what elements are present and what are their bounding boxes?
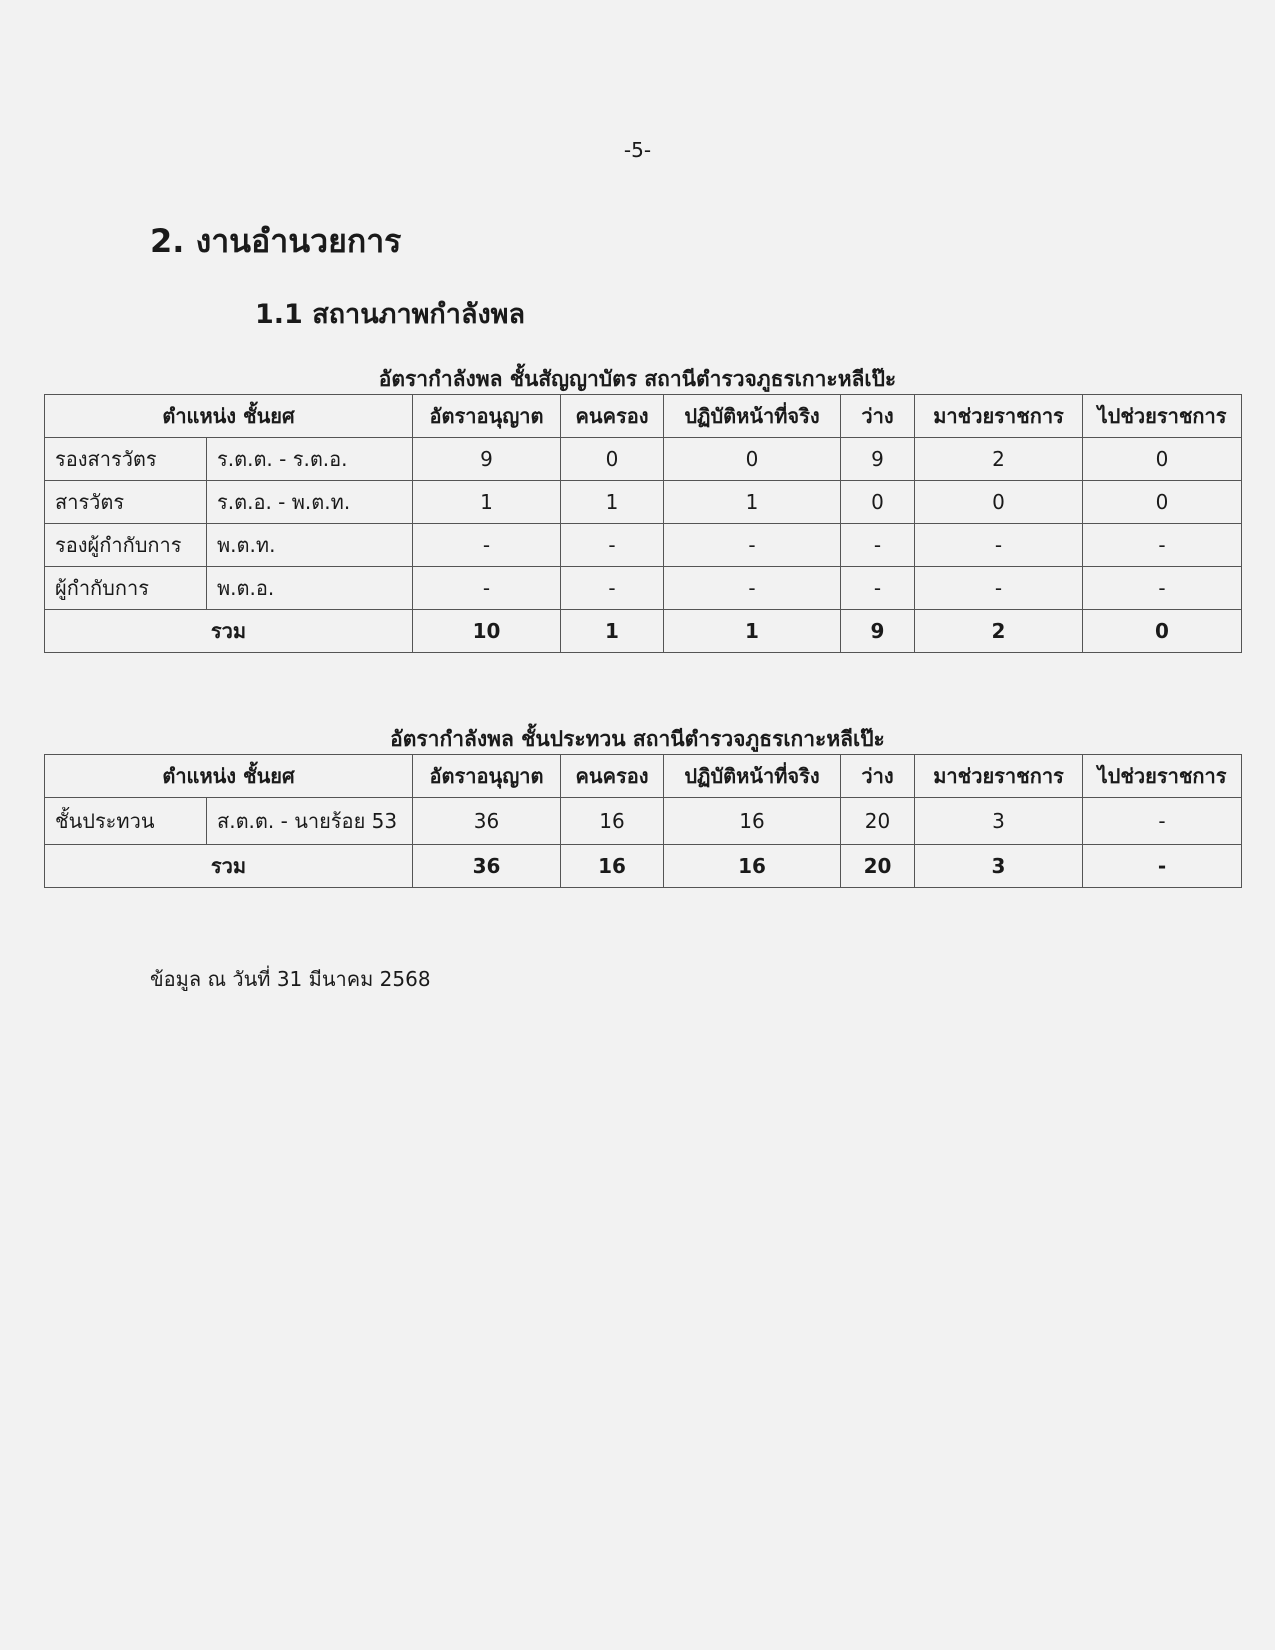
total-authorized: 10: [413, 610, 561, 653]
actual-duty-cell: 0: [664, 438, 841, 481]
assisting-out-cell: 0: [1083, 438, 1242, 481]
assisting-in-cell: -: [915, 524, 1083, 567]
assisting-out-cell: -: [1083, 798, 1242, 845]
page-number: -5-: [623, 138, 652, 162]
position-cell: ชั้นประทวน: [45, 798, 207, 845]
total-row: [45, 610, 1242, 653]
vacant-cell: -: [841, 524, 915, 567]
col-header-actual-duty: ปฏิบัติหน้าที่จริง: [664, 395, 841, 438]
commissioned-table-title: อัตรากำลังพล ชั้นสัญญาบัตร สถานีตำรวจภูธรเกาะหลีเป๊ะ: [378, 367, 897, 391]
occupied-cell: 0: [561, 438, 664, 481]
col-header-authorized: อัตราอนุญาต: [413, 395, 561, 438]
total-occupied: 16: [561, 845, 664, 888]
vacant-cell: -: [841, 567, 915, 610]
table-row: [45, 798, 1242, 845]
col-header-occupied: คนครอง: [561, 755, 664, 798]
position-cell: สารวัตร: [45, 481, 207, 524]
col-header-authorized: อัตราอนุญาต: [413, 755, 561, 798]
col-header-position-rank: ตำแหน่ง ชั้นยศ: [45, 755, 413, 798]
table-row: [45, 438, 1242, 481]
assisting-in-cell: -: [915, 567, 1083, 610]
total-row: [45, 845, 1242, 888]
actual-duty-cell: -: [664, 567, 841, 610]
col-header-assisting-out: ไปช่วยราชการ: [1083, 395, 1242, 438]
total-actual-duty: 1: [664, 610, 841, 653]
section-heading: 2. งานอำนวยการ: [150, 222, 402, 260]
authorized-cell: -: [413, 524, 561, 567]
table-row: [45, 524, 1242, 567]
position-cell: รองสารวัตร: [45, 438, 207, 481]
col-header-assisting-in: มาช่วยราชการ: [915, 755, 1083, 798]
col-header-assisting-in: มาช่วยราชการ: [915, 395, 1083, 438]
total-actual-duty: 16: [664, 845, 841, 888]
rank-cell: พ.ต.ท.: [207, 524, 413, 567]
total-assisting-out: -: [1083, 845, 1242, 888]
non-commissioned-officers-table: [44, 754, 1242, 888]
occupied-cell: -: [561, 524, 664, 567]
total-label: รวม: [45, 610, 413, 653]
assisting-in-cell: 3: [915, 798, 1083, 845]
rank-cell: พ.ต.อ.: [207, 567, 413, 610]
subsection-heading: 1.1 สถานภาพกำลังพล: [255, 299, 526, 330]
total-assisting-in: 2: [915, 610, 1083, 653]
actual-duty-cell: -: [664, 524, 841, 567]
col-header-assisting-out: ไปช่วยราชการ: [1083, 755, 1242, 798]
assisting-out-cell: 0: [1083, 481, 1242, 524]
col-header-vacant: ว่าง: [841, 755, 915, 798]
total-vacant: 9: [841, 610, 915, 653]
assisting-out-cell: -: [1083, 524, 1242, 567]
table-header-row: [45, 755, 1242, 798]
assisting-in-cell: 2: [915, 438, 1083, 481]
table-row: [45, 567, 1242, 610]
vacant-cell: 20: [841, 798, 915, 845]
total-assisting-out: 0: [1083, 610, 1242, 653]
position-cell: ผู้กำกับการ: [45, 567, 207, 610]
table-header-row: [45, 395, 1242, 438]
col-header-position-rank: ตำแหน่ง ชั้นยศ: [45, 395, 413, 438]
vacant-cell: 9: [841, 438, 915, 481]
rank-cell: ร.ต.อ. - พ.ต.ท.: [207, 481, 413, 524]
position-cell: รองผู้กำกับการ: [45, 524, 207, 567]
assisting-in-cell: 0: [915, 481, 1083, 524]
col-header-vacant: ว่าง: [841, 395, 915, 438]
authorized-cell: 36: [413, 798, 561, 845]
col-header-occupied: คนครอง: [561, 395, 664, 438]
data-date-footnote: ข้อมูล ณ วันที่ 31 มีนาคม 2568: [150, 967, 431, 991]
col-header-actual-duty: ปฏิบัติหน้าที่จริง: [664, 755, 841, 798]
occupied-cell: 1: [561, 481, 664, 524]
table-row: [45, 481, 1242, 524]
total-occupied: 1: [561, 610, 664, 653]
total-vacant: 20: [841, 845, 915, 888]
occupied-cell: 16: [561, 798, 664, 845]
actual-duty-cell: 1: [664, 481, 841, 524]
vacant-cell: 0: [841, 481, 915, 524]
authorized-cell: -: [413, 567, 561, 610]
rank-cell: ส.ต.ต. - นายร้อย 53: [207, 798, 413, 845]
commissioned-officers-table: [44, 394, 1242, 653]
actual-duty-cell: 16: [664, 798, 841, 845]
total-label: รวม: [45, 845, 413, 888]
assisting-out-cell: -: [1083, 567, 1242, 610]
authorized-cell: 9: [413, 438, 561, 481]
rank-cell: ร.ต.ต. - ร.ต.อ.: [207, 438, 413, 481]
authorized-cell: 1: [413, 481, 561, 524]
total-assisting-in: 3: [915, 845, 1083, 888]
non-commissioned-table-title: อัตรากำลังพล ชั้นประทวน สถานีตำรวจภูธรเกาะหลีเป๊ะ: [390, 727, 885, 751]
total-authorized: 36: [413, 845, 561, 888]
occupied-cell: -: [561, 567, 664, 610]
